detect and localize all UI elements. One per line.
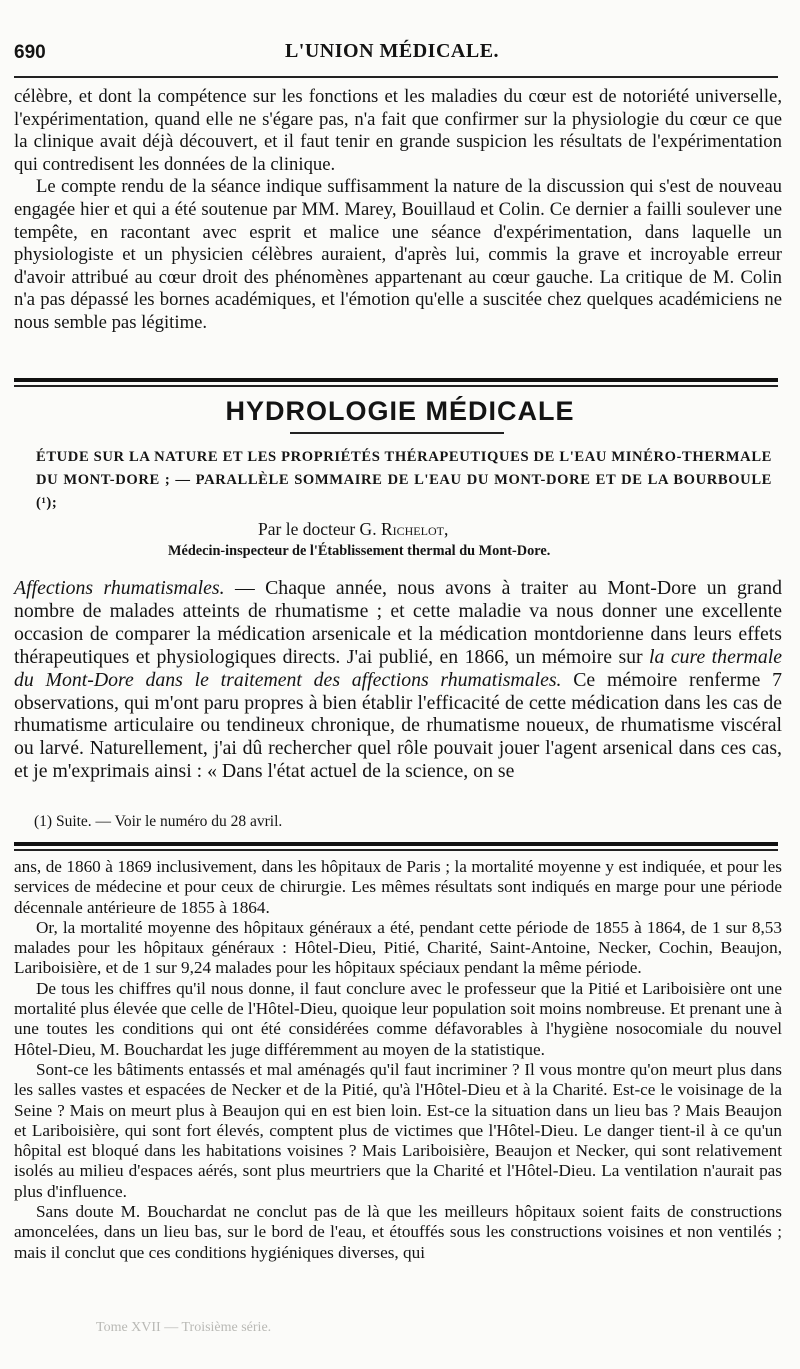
- body-text-1: — Chaque année, nous avons à traiter au Mont-Dore un grand nombre de malades atteints de rhumatisme ; et cette maladie va nous donner une excellente occasion de comparer la médication arsenicale et la médication montdorienne dans leurs effets thérapeutiques et physiologiques directs. J'ai publié, en 1866, un mémoire sur: [14, 577, 782, 668]
- section-title: HYDROLOGIE MÉDICALE: [225, 396, 575, 426]
- page-number: 690: [14, 42, 46, 63]
- section-divider-bottom-thin: [14, 849, 778, 851]
- section-divider-top: [14, 378, 778, 382]
- lead-heading: Affections rhumatismales.: [14, 577, 225, 599]
- section-divider-bottom: [14, 842, 778, 846]
- bottom-paragraph-5: Sans doute M. Bouchardat ne conclut pas de là que les meilleurs hôpitaux soient faits de constructions amoncelées, dans un lieu bas, sur le bord de l'eau, et étouffés sous les constructions voisines et non ventilés ; mais il conclut que ces conditions hygiéniques diverses, qui: [14, 1202, 782, 1262]
- byline-prefix: Par le docteur G.: [258, 519, 377, 539]
- bottom-paragraph-2: Or, la mortalité moyenne des hôpitaux généraux a été, pendant cette période de 1855 à 1864, de 1 sur 8,53 malades pour les hôpitaux généraux : Hôtel-Dieu, Pitié, Charité, Saint-Antoine, Necker, Cochin, Beaujon, Lariboisière, et de 1 sur 9,24 malades pour les hôpitaux spéciaux pendant la même période.: [14, 917, 782, 978]
- bottom-paragraph-3: De tous les chiffres qu'il nous donne, il faut conclure avec le professeur que la Pitié et Lariboisière ont une mortalité plus élevée que celle de l'Hôtel-Dieu, quoique leur population soit moins nombreuse. Et prenant une à une toutes les conditions qui ont été considérées comme défavorables à l'hygiène nosocomiale du nouvel Hôtel-Dieu, M. Bouchardat les juge différemment au moyen de la statistique.: [14, 978, 782, 1059]
- journal-title: L'UNION MÉDICALE.: [284, 40, 500, 62]
- header-rule: [14, 76, 778, 78]
- bottom-article: [14, 857, 782, 1263]
- article-title: ÉTUDE SUR LA NATURE ET LES PROPRIÉTÉS THÉRAPEUTIQUES DE L'EAU MINÉRO-THERMALE DU MONT-DORE ; — PARALLÈLE SOMMAIRE DE L'EAU DU MONT-DORE ET DE LA BOURBOULE (¹);: [36, 449, 772, 511]
- section-divider-top-thin: [14, 385, 778, 387]
- section-title-underline: [290, 432, 504, 434]
- bottom-paragraph-1: ans, de 1860 à 1869 inclusivement, dans les hôpitaux de Paris ; la mortalité moyenne y est indiquée, et pour les services de médecine et pour ceux de chirurgie. Les mêmes résultats sont indiqués en marge pour une période décennale antérieure de 1855 à 1864.: [14, 857, 782, 917]
- author-name: Richelot,: [380, 519, 449, 539]
- page-header: [14, 38, 770, 68]
- bottom-paragraph-4: Sont-ce les bâtiments entassés et mal aménagés qu'il faut incriminer ? Il vous montre qu'on meurt plus dans les salles vastes et espacées de Necker et de la Pitié, qu'à l'Hôtel-Dieu et à la Charité. Est-ce le voisinage de la Seine ? Mais on meurt plus à Beaujon qui en est bien loin. Est-ce la situation dans un lieu bas ? Mais Beaujon et Lariboisière, qui sont fort élevés, comptent plus de victimes que l'Hôtel-Dieu. Le danger tient-il à ce qu'un hôpital est bloqué dans les habitations voisines ? Mais Lariboisière, Beaujon et Necker, qui sont relativement isolés au milieu d'espaces aérés, sont plus meurtriers que la Charité et l'Hôtel-Dieu. La ventilation n'aurait pas plus d'influence.: [14, 1059, 782, 1201]
- article-paragraph: [14, 577, 782, 783]
- show-through-text: Tome XVII — Troisième série.: [96, 1320, 272, 1335]
- byline: [258, 519, 448, 540]
- top-article: [14, 86, 782, 335]
- top-paragraph-1: célèbre, et dont la compétence sur les fonctions et les maladies du cœur est de notoriété universelle, l'expérimentation, quand elle ne s'égare pas, n'a fait que confirmer sur la physiologie du cœur ce que la clinique avait déjà découvert, et il faut tenir en grande suspicion les résultats de l'expérimentation qui contredisent les données de la clinique.: [14, 86, 782, 175]
- author-affiliation: Médecin-inspecteur de l'Établissement thermal du Mont-Dore.: [168, 543, 551, 559]
- cited-work: la cure thermale du Mont-Dore dans le traitement des affections rhumatismales.: [14, 645, 782, 691]
- article-body: [14, 577, 782, 783]
- top-paragraph-2: Le compte rendu de la séance indique suffisamment la nature de la discussion qui s'est de nouveau engagée hier et qui a été soutenue par MM. Marey, Bouillaud et Colin. Ce dernier a failli soulever une tempête, en racontant avec esprit et malice une séance d'expérimentation, dans laquelle un physiologiste et un physicien célèbres auraient, d'après lui, commis la grave et incroyable erreur d'avoir attribué au cœur droit des phénomènes appartenant au cœur gauche. La critique de M. Colin n'a pas dépassé les bornes académiques, et l'émotion qu'elle a suscitée chez quelques académiciens ne nous semble pas légitime.: [14, 176, 782, 333]
- body-text-2: Ce mémoire renferme 7 observations, qui m'ont paru propres à bien établir l'efficacité de cette médication dans les cas de rhumatisme articulaire ou tendineux chronique, de rhumatisme noueux, de rhumatisme viscéral ou larvé. Naturellement, j'ai dû rechercher quel rôle pouvait jouer l'agent arsenical dans ces cas, et je m'exprimais ainsi : « Dans l'état actuel de la science, on se: [14, 668, 782, 783]
- footnote: (1) Suite. — Voir le numéro du 28 avril.: [34, 813, 283, 830]
